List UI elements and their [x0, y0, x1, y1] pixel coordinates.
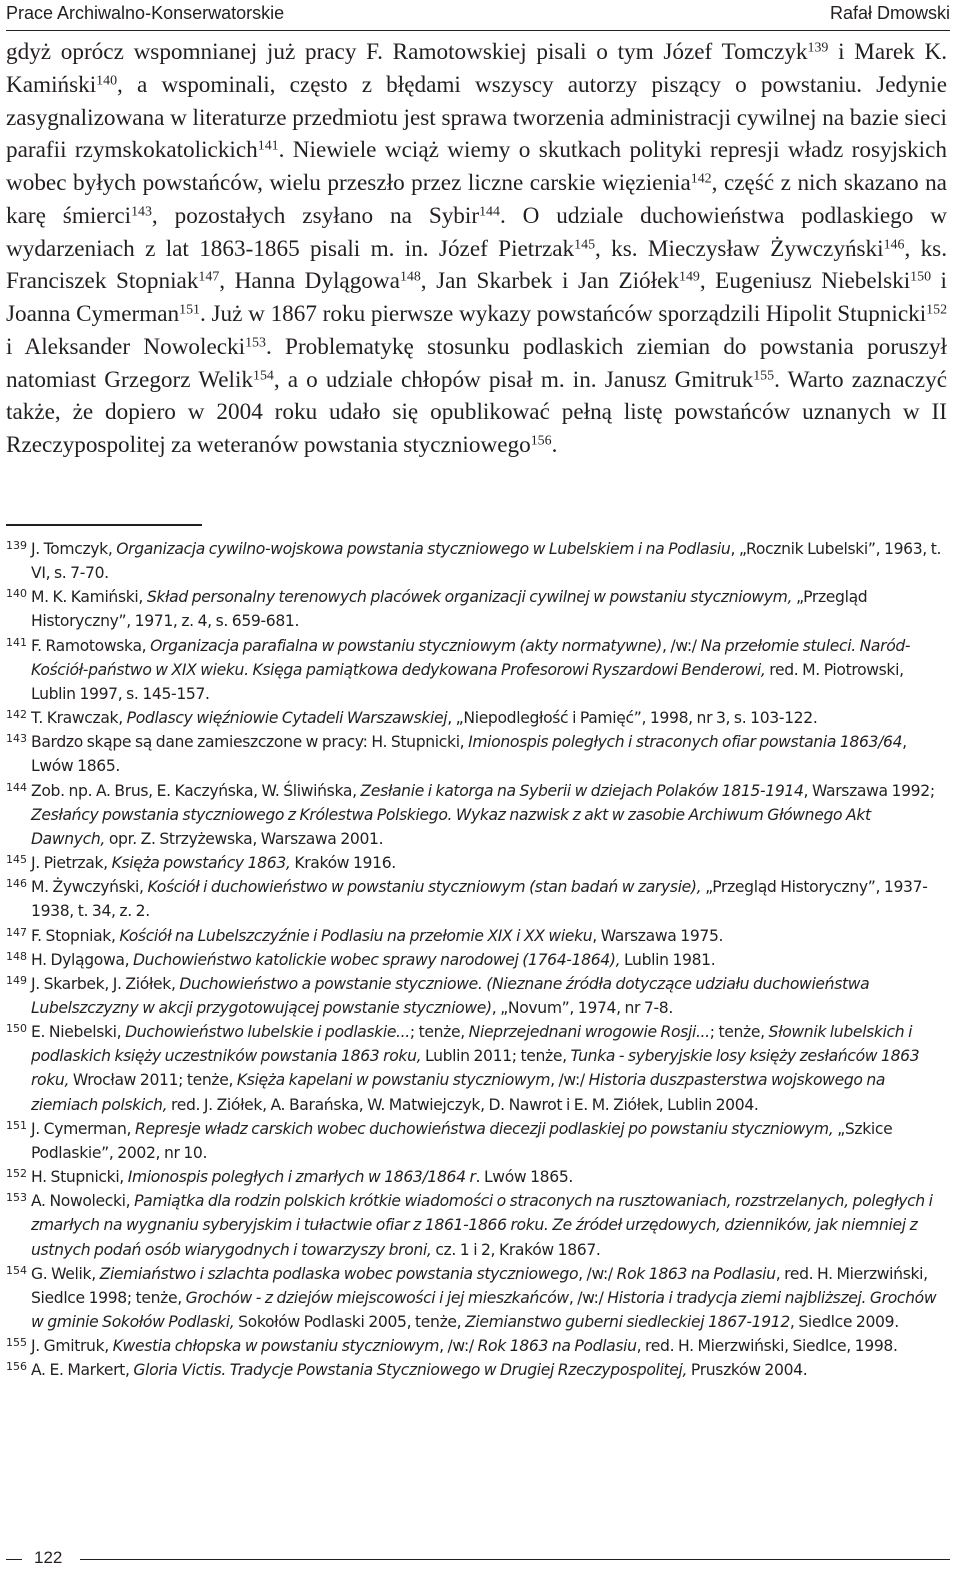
page-number: 122: [34, 1548, 63, 1567]
footnote-text: , /w:/: [439, 1337, 478, 1356]
footnote-title: Historia i tradycja ziemi najbliższej. Grochów w gminie Sokołów Podlaski,: [31, 1288, 937, 1331]
footnote-title: Grochów - z dziejów miejscowości i jej mieszkańców: [185, 1288, 569, 1307]
footnote-title: Kościół i duchowieństwo w powstaniu styczniowym (stan badań w zarysie),: [147, 878, 702, 897]
footnote-text: M. K. Kamiński,: [31, 588, 147, 607]
author-name: Rafał Dmowski: [829, 3, 950, 23]
footnote-number: 140: [6, 587, 27, 601]
body-paragraph: [6, 36, 947, 462]
footnote-number: 154: [6, 1263, 27, 1277]
footnote-title: Organizacja parafialna w powstaniu styczniowym (akty normatywne): [150, 636, 662, 655]
body-text: gdyż oprócz wspomnianej już pracy F. Ramotowskiej pisali o tym Józef Tomczyk: [6, 39, 808, 65]
footnote-ref[interactable]: 154: [253, 367, 274, 383]
footnote-text: Bardzo skąpe są dane zamieszczone w pracy: H. Stupnicki,: [31, 733, 469, 752]
footnote-146: [6, 875, 947, 923]
footnote-140: [6, 585, 947, 633]
body-text: . Problematykę stosunku podlaskich ziemian do powstania poruszył natomiast Grzegorz Welik: [6, 333, 947, 393]
footnote-text: ; tenże,: [409, 1023, 469, 1042]
footnote-ref[interactable]: 156: [530, 433, 552, 449]
footnote-text: H. Stupnicki,: [31, 1168, 128, 1187]
body-text: , Jan Skarbek i Jan Ziółek: [420, 268, 679, 295]
footnote-ref[interactable]: 148: [399, 269, 421, 285]
footnote-number: 151: [6, 1118, 27, 1132]
page-footer: [6, 1548, 950, 1572]
footnote-ref[interactable]: 147: [198, 269, 220, 285]
footnote-title: Podlascy więźniowie Cytadeli Warszawskiej: [126, 709, 448, 728]
footnote-title: Księża kapelani w powstaniu styczniowym: [236, 1071, 551, 1090]
footnote-text: H. Dylągowa,: [31, 950, 134, 969]
footnote-text: , „Novum”, 1974, nr 7-8.: [491, 998, 673, 1017]
footnote-number: 141: [6, 635, 27, 649]
footnote-number: 156: [6, 1360, 27, 1374]
footnotes: [6, 537, 947, 1382]
footnote-text: cz. 1 i 2, Kraków 1867.: [431, 1240, 601, 1259]
footnote-title: Ziemianstwo guberni siedleckiej 1867-1912: [465, 1313, 790, 1331]
footnote-number: 148: [6, 949, 27, 963]
footnote-title: Organizacja cywilno-wojskowa powstania styczniowego w Lubelskiem i na Podlasiu: [116, 540, 731, 558]
footnote-number: 139: [6, 539, 27, 552]
footnote-title: Ziemiaństwo i szlachta podlaska wobec powstania styczniowego: [99, 1264, 579, 1283]
footnote-153: [6, 1189, 947, 1261]
footnote-text: , Siedlce 2009.: [789, 1313, 899, 1331]
footnote-text: Zob. np. A. Brus, E. Kaczyńska, W. Śliwińska,: [31, 781, 361, 800]
footnote-155: [6, 1334, 947, 1358]
footnote-text: , /w:/: [568, 1288, 608, 1307]
footnote-ref[interactable]: 146: [883, 236, 905, 252]
footnote-number: 146: [6, 877, 27, 891]
footnote-ref[interactable]: 155: [753, 367, 775, 383]
footnote-title: Zesłańcy powstania styczniowego z Królestwa Polskiego. Wykaz nazwisk z akt w zasobie Archiwum Głównego Akt Dawnych,: [31, 805, 871, 848]
footnote-number: 150: [6, 1022, 27, 1036]
footnote-text: , /w:/: [578, 1264, 617, 1283]
footnote-text: , /w:/: [662, 636, 701, 655]
footnote-text: J. Pietrzak,: [31, 854, 112, 873]
footnote-text: „Szkice Podlaskie”, 2002, nr 10.: [31, 1119, 893, 1162]
footnote-text: Sokołów Podlaski 2005, tenże,: [234, 1313, 466, 1331]
footnote-title: Kościół na Lubelszczyźnie i Podlasiu na przełomie XIX i XX wieku: [119, 926, 593, 945]
footnote-text: , „Niepodległość i Pamięć”, 1998, nr 3, s. 103-122.: [447, 709, 818, 728]
footnote-separator: [6, 524, 202, 526]
body-text: . Warto zaznaczyć także, że dopiero w 2004 roku udało się opublikować pełną listę powstańców uznanych w II Rzeczypospolitej za weteranów powstania styczniowego: [6, 366, 947, 458]
footnote-text: M. Żywczyński,: [31, 878, 148, 897]
body-text: . Niewiele wciąż wiemy o skutkach polityki represji władz rosyjskich wobec byłych powstańców, wielu przeszło przez liczne carskie więzienia: [6, 137, 947, 196]
footnote-151: [6, 1117, 947, 1165]
footnote-text: E. Niebelski,: [31, 1023, 126, 1042]
body-text: , Hanna Dylągowa: [219, 268, 400, 295]
header-rule: [6, 30, 950, 31]
footnote-title: Rok 1863 na Podlasiu: [477, 1337, 637, 1356]
footnote-text: F. Stopniak,: [31, 926, 120, 945]
footnote-ref[interactable]: 153: [245, 335, 266, 351]
footnote-ref[interactable]: 143: [131, 204, 152, 220]
body-text: , Eugeniusz Niebelski: [699, 268, 911, 295]
footnote-text: T. Krawczak,: [31, 709, 127, 728]
footnote-text: , Warszawa 1975.: [592, 926, 724, 945]
footnote-ref[interactable]: 144: [479, 204, 500, 220]
footnote-title: Nieprzejednani wrogowie Rosji...: [468, 1023, 710, 1042]
footnote-text: ; tenże,: [709, 1023, 769, 1042]
body-text: , ks. Mieczysław Żywczyński: [595, 235, 884, 262]
footnote-text: G. Welik,: [31, 1264, 100, 1283]
body-text: i Aleksander Nowolecki: [6, 333, 246, 360]
footnote-139: [6, 537, 947, 585]
body-text: , a o udziale chłopów pisał m. in. Janusz Gmitruk: [273, 366, 754, 393]
footnote-title: Duchowieństwo lubelskie i podlaskie...: [125, 1023, 410, 1042]
footnote-147: [6, 924, 947, 948]
footnote-text: J. Gmitruk,: [31, 1337, 113, 1356]
footnote-number: 145: [6, 853, 27, 867]
body-text: , a wspominali, często z błędami wszyscy autorzy piszący o powstaniu. Jedynie zasygnalizowana w literaturze przedmiotu jest sprawa tworzenia administracji cywilnej na bazie sieci parafii rzymskokatolickich: [6, 71, 947, 164]
footnote-text: A. E. Markert,: [31, 1361, 134, 1380]
footnote-text: red. J. Ziółek, A. Barańska, W. Matwiejczyk, D. Nawrot i E. M. Ziółek, Lublin 2004.: [167, 1095, 759, 1114]
footnote-title: Imionospis poległych i straconych ofiar powstania 1863/64: [468, 733, 903, 752]
body-text: i Joanna Cymerman: [6, 268, 947, 327]
body-text: . O udziale duchowieństwa podlaskiego w wydarzeniach z lat 1863-1865 pisali m. in. Józef Pietrzak: [6, 202, 948, 262]
footnote-text: . Lwów 1865.: [475, 1168, 573, 1187]
footnote-title: Zesłanie i katorga na Syberii w dziejach Polaków 1815-1914: [360, 781, 804, 800]
footnote-number: 152: [6, 1167, 27, 1181]
footnote-title: Represje władz carskich wobec duchowieństwa diecezji podlaskiej po powstaniu styczniowym,: [134, 1119, 834, 1138]
body-text: , pozostałych zsyłano na Sybir: [151, 202, 480, 229]
footnote-text: A. Nowolecki,: [31, 1192, 135, 1211]
footnote-ref[interactable]: 150: [910, 269, 932, 285]
footnote-title: Rok 1863 na Podlasiu: [616, 1264, 776, 1283]
footnote-text: , red. H. Mierzwiński, Siedlce 1998; tenże,: [31, 1264, 928, 1307]
footnote-number: 155: [6, 1336, 27, 1350]
body-text: . Już w 1867 roku pierwsze wykazy powstańców sporządzili Hipolit Stupnicki: [200, 301, 927, 327]
footnote-text: J. Cymerman,: [31, 1119, 135, 1138]
footnote-144: [6, 779, 947, 851]
footnote-156: [6, 1358, 947, 1382]
running-header: [6, 3, 950, 29]
footnote-number: 147: [6, 925, 27, 939]
footnote-text: J. Tomczyk,: [31, 540, 117, 558]
footnote-number: 144: [6, 780, 27, 794]
footnote-text: , red. H. Mierzwiński, Siedlce, 1998.: [636, 1337, 898, 1356]
footnote-text: Kraków 1916.: [290, 854, 396, 873]
footnote-title: Kwestia chłopska w powstaniu styczniowym: [112, 1337, 440, 1356]
body-text: .: [551, 432, 558, 458]
footnote-title: Księża powstańcy 1863,: [111, 854, 291, 873]
footnote-text: , /w:/: [550, 1071, 589, 1090]
footnote-ref[interactable]: 149: [678, 269, 700, 285]
footnote-text: Lublin 1981.: [620, 950, 716, 969]
footnote-ref[interactable]: 142: [690, 171, 712, 187]
main-text: [6, 36, 947, 462]
footnote-145: [6, 851, 947, 875]
footnote-number: 142: [6, 708, 27, 722]
footnote-152: [6, 1165, 947, 1189]
footnote-text: Pruszków 2004.: [687, 1361, 808, 1380]
footnote-ref[interactable]: 140: [96, 73, 118, 89]
footnote-title: Na przełomie stuleci. Naród-Kościół-państwo w XIX wieku. Księga pamiątkowa dedykowana Profesorowi Ryszardowi Benderowi,: [31, 636, 911, 679]
footnote-title: Duchowieństwo a powstanie styczniowe. (Nieznane źródła dotyczące udziału duchowieństwa Lubelszczyzny w akcji przygotowującej powstanie styczniowe): [31, 974, 870, 1017]
footnote-text: J. Skarbek, J. Ziółek,: [31, 974, 180, 993]
journal-title: Prace Archiwalno-Konserwatorskie: [6, 3, 285, 23]
footnote-text: red. M. Piotrowski, Lublin 1997, s. 145-157.: [31, 660, 904, 703]
body-text: i Marek K. Kamiński: [6, 39, 947, 98]
footnote-148: [6, 948, 947, 972]
footnote-title: Duchowieństwo katolickie wobec sprawy narodowej (1764-1864),: [133, 950, 621, 969]
footnote-text: „Przegląd Historyczny”, 1971, z. 4, s. 659-681.: [31, 588, 868, 631]
footnote-title: Imionospis poległych i zmarłych w 1863/1864 r: [127, 1168, 476, 1187]
footnote-number: 143: [6, 732, 27, 746]
footnote-ref[interactable]: 139: [807, 40, 829, 56]
footnote-title: Gloria Victis. Tradycje Powstania Styczniowego w Drugiej Rzeczypospolitej,: [133, 1361, 688, 1380]
footnote-title: Pamiątka dla rodzin polskich krótkie wiadomości o straconych na rusztowaniach, rozstrzelanych, poległych i zmarłych na wygnaniu syberyjskim i tułactwie ofiar z 1861-1866 roku. Ze źródeł urzędowych, dzienników, jak niemniej z ustnych podań osób wiarygodnych i towarzyszy broni,: [31, 1192, 933, 1259]
footnote-143: [6, 730, 947, 778]
footnote-150: [6, 1020, 947, 1117]
body-text: , część z nich skazano na karę śmierci: [6, 170, 947, 229]
footnote-title: Skład personalny terenowych placówek organizacji cywilnej w powstaniu styczniowym,: [146, 588, 793, 607]
footnote-number: 153: [6, 1191, 27, 1205]
footnote-title: Historia duszpasterstwa wojskowego na ziemiach polskich,: [31, 1071, 886, 1114]
footnote-149: [6, 972, 947, 1020]
footnote-154: [6, 1262, 947, 1334]
body-text: , ks. Franciszek Stopniak: [6, 235, 947, 295]
footnote-text: Lublin 2011; tenże,: [421, 1047, 571, 1066]
footnote-text: , „Rocznik Lubelski”, 1963, t. VI, s. 7-70.: [31, 540, 942, 583]
footnote-text: opr. Z. Strzyżewska, Warszawa 2001.: [105, 829, 384, 848]
footnote-141: [6, 634, 947, 706]
footer-rule-right: [80, 1559, 950, 1560]
footnote-title: Słownik lubelskich i podlaskich księży uczestników powstania 1863 roku,: [31, 1023, 913, 1066]
footnote-ref[interactable]: 141: [257, 138, 279, 154]
footer-rule-left: [6, 1559, 22, 1560]
footnote-text: „Przegląd Historyczny”, 1937-1938, t. 34, z. 2.: [31, 878, 928, 921]
footnote-text: , Warszawa 1992;: [803, 781, 935, 800]
footnote-title: Tunka - syberyjskie losy księży zesłańców 1863 roku,: [31, 1047, 920, 1090]
footnote-number: 149: [6, 973, 27, 987]
footnote-ref[interactable]: 152: [926, 302, 948, 318]
footnote-ref[interactable]: 151: [179, 302, 200, 318]
footnote-text: , Lwów 1865.: [31, 733, 907, 776]
footnote-text: F. Ramotowska,: [31, 636, 151, 655]
footnote-142: [6, 706, 947, 730]
footnote-ref[interactable]: 145: [574, 236, 596, 252]
footnote-text: Wrocław 2011; tenże,: [69, 1071, 237, 1090]
